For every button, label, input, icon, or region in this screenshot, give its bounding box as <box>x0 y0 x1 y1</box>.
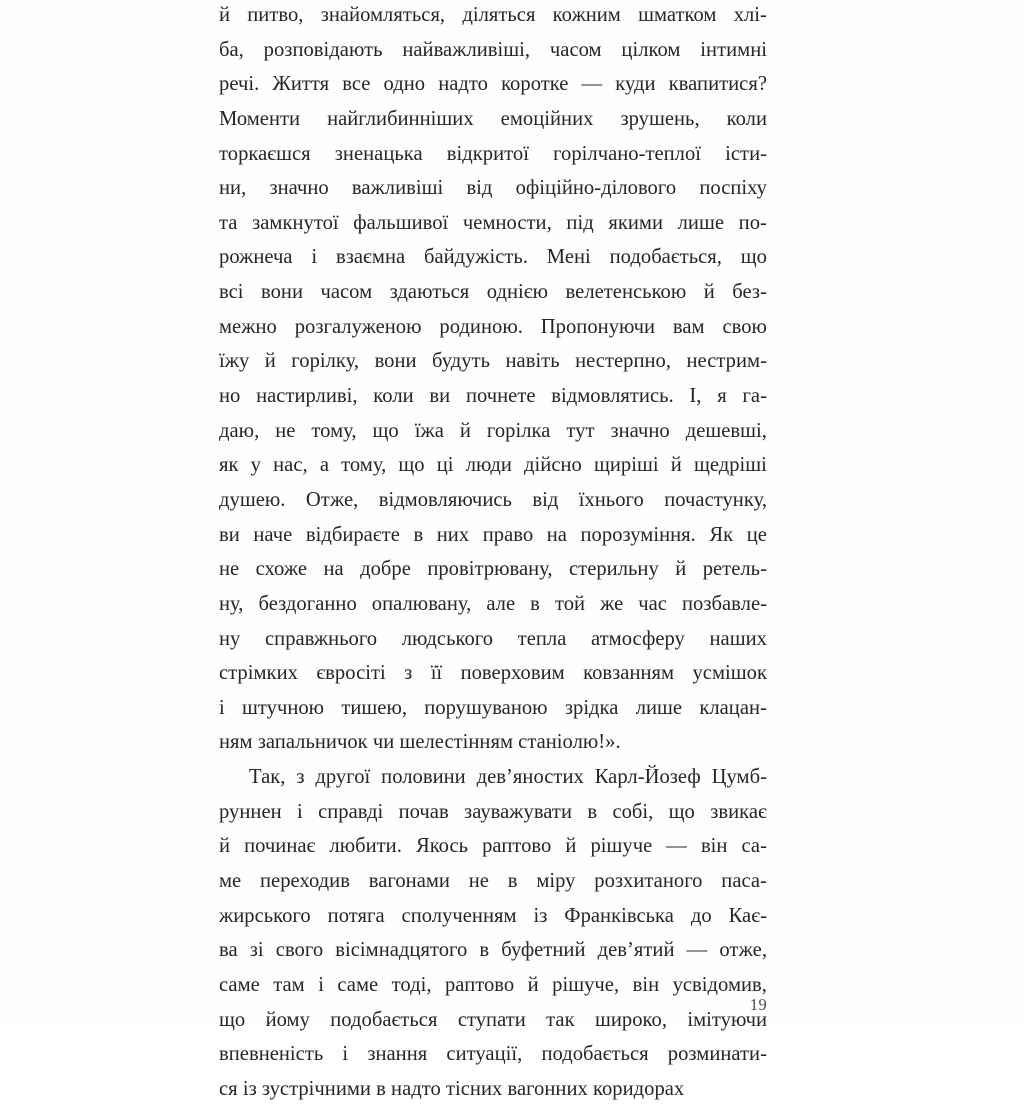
text-line: Так, з другої половини дев’яностих Карл-Йозеф Цумб- <box>249 766 767 789</box>
text-line: всі вони часом здаються однією велетенською й без- <box>219 281 767 304</box>
text-line: рожнеча і взаємна байдужість. Мені подобається, що <box>219 246 767 269</box>
text-line: і штучною тишею, порушуваною зрідка лише клацан- <box>219 696 767 719</box>
text-line: ви наче відбираєте в них право на порозуміння. Як це <box>219 523 767 546</box>
paragraph <box>219 760 767 1106</box>
text-line: впевненість і знання ситуації, подобається розминати- <box>219 1043 767 1066</box>
text-line: саме там і саме тоді, раптово й рішуче, він усвідомив, <box>219 973 767 996</box>
text-line: ну справжнього людського тепла атмосферу наших <box>219 627 767 650</box>
text-line: ме переходив вагонами не в міру розхитаного паса- <box>219 870 767 893</box>
text-line: межно розгалуженою родиною. Пропонуючи вам свою <box>219 315 767 338</box>
text-line: й питво, знайомляться, діляться кожним шматком хлі- <box>219 4 767 26</box>
text-line: ва зі свого вісімнадцятого в буфетний дев’ятий — отже, <box>219 939 767 962</box>
text-line: їжу й горілку, вони будуть навіть нестерпно, нестрим- <box>219 350 767 373</box>
page-text-block <box>219 0 767 1107</box>
text-line: як у нас, а тому, що ці люди дійсно щиріші й щедріші <box>219 454 767 477</box>
text-line: ся із зустрічними в надто тісних вагонних коридорах <box>219 1077 685 1100</box>
text-line: не схоже на добре провітрювану, стерильну й ретель- <box>219 558 767 581</box>
text-line: Моменти найглибинніших емоційних зрушень, коли <box>219 107 767 130</box>
text-line: торкаєшся зненацька відкритої горілчано-теплої істи- <box>219 142 767 165</box>
text-line: руннен і справді почав зауважувати в собі, що звикає <box>219 800 767 823</box>
text-line: ну, бездоганно опалювану, але в той же час позбавле- <box>219 592 767 615</box>
text-line: ба, розповідають найважливіші, часом цілком інтимні <box>219 38 767 61</box>
paragraph <box>219 0 767 760</box>
text-line: даю, не тому, що їжа й горілка тут значно дешевші, <box>219 419 767 442</box>
page-number: 19 <box>749 995 767 1014</box>
text-line: ни, значно важливіші від офіційно-ділового поспіху <box>219 177 767 200</box>
text-line: душею. Отже, відмовляючись від їхнього почастунку, <box>219 488 767 511</box>
text-line: жирського потяга сполученням із Франківська до Кає- <box>219 904 767 927</box>
text-line: стрімких євросіті з її поверховим ковзанням усмішок <box>219 662 767 685</box>
text-line: ням запальничок чи шелестінням станіолю!». <box>219 731 621 754</box>
text-line: та замкнутої фальшивої чемности, під якими лише по- <box>219 211 767 234</box>
text-line: речі. Життя все одно надто коротке — куди квапитися? <box>219 73 767 96</box>
text-line: но настирливі, коли ви почнете відмовлятись. І, я га- <box>219 385 767 408</box>
text-line: що йому подобається ступати так широко, імітуючи <box>219 1008 767 1031</box>
text-line: й починає любити. Якось раптово й рішуче — він са- <box>219 835 767 858</box>
